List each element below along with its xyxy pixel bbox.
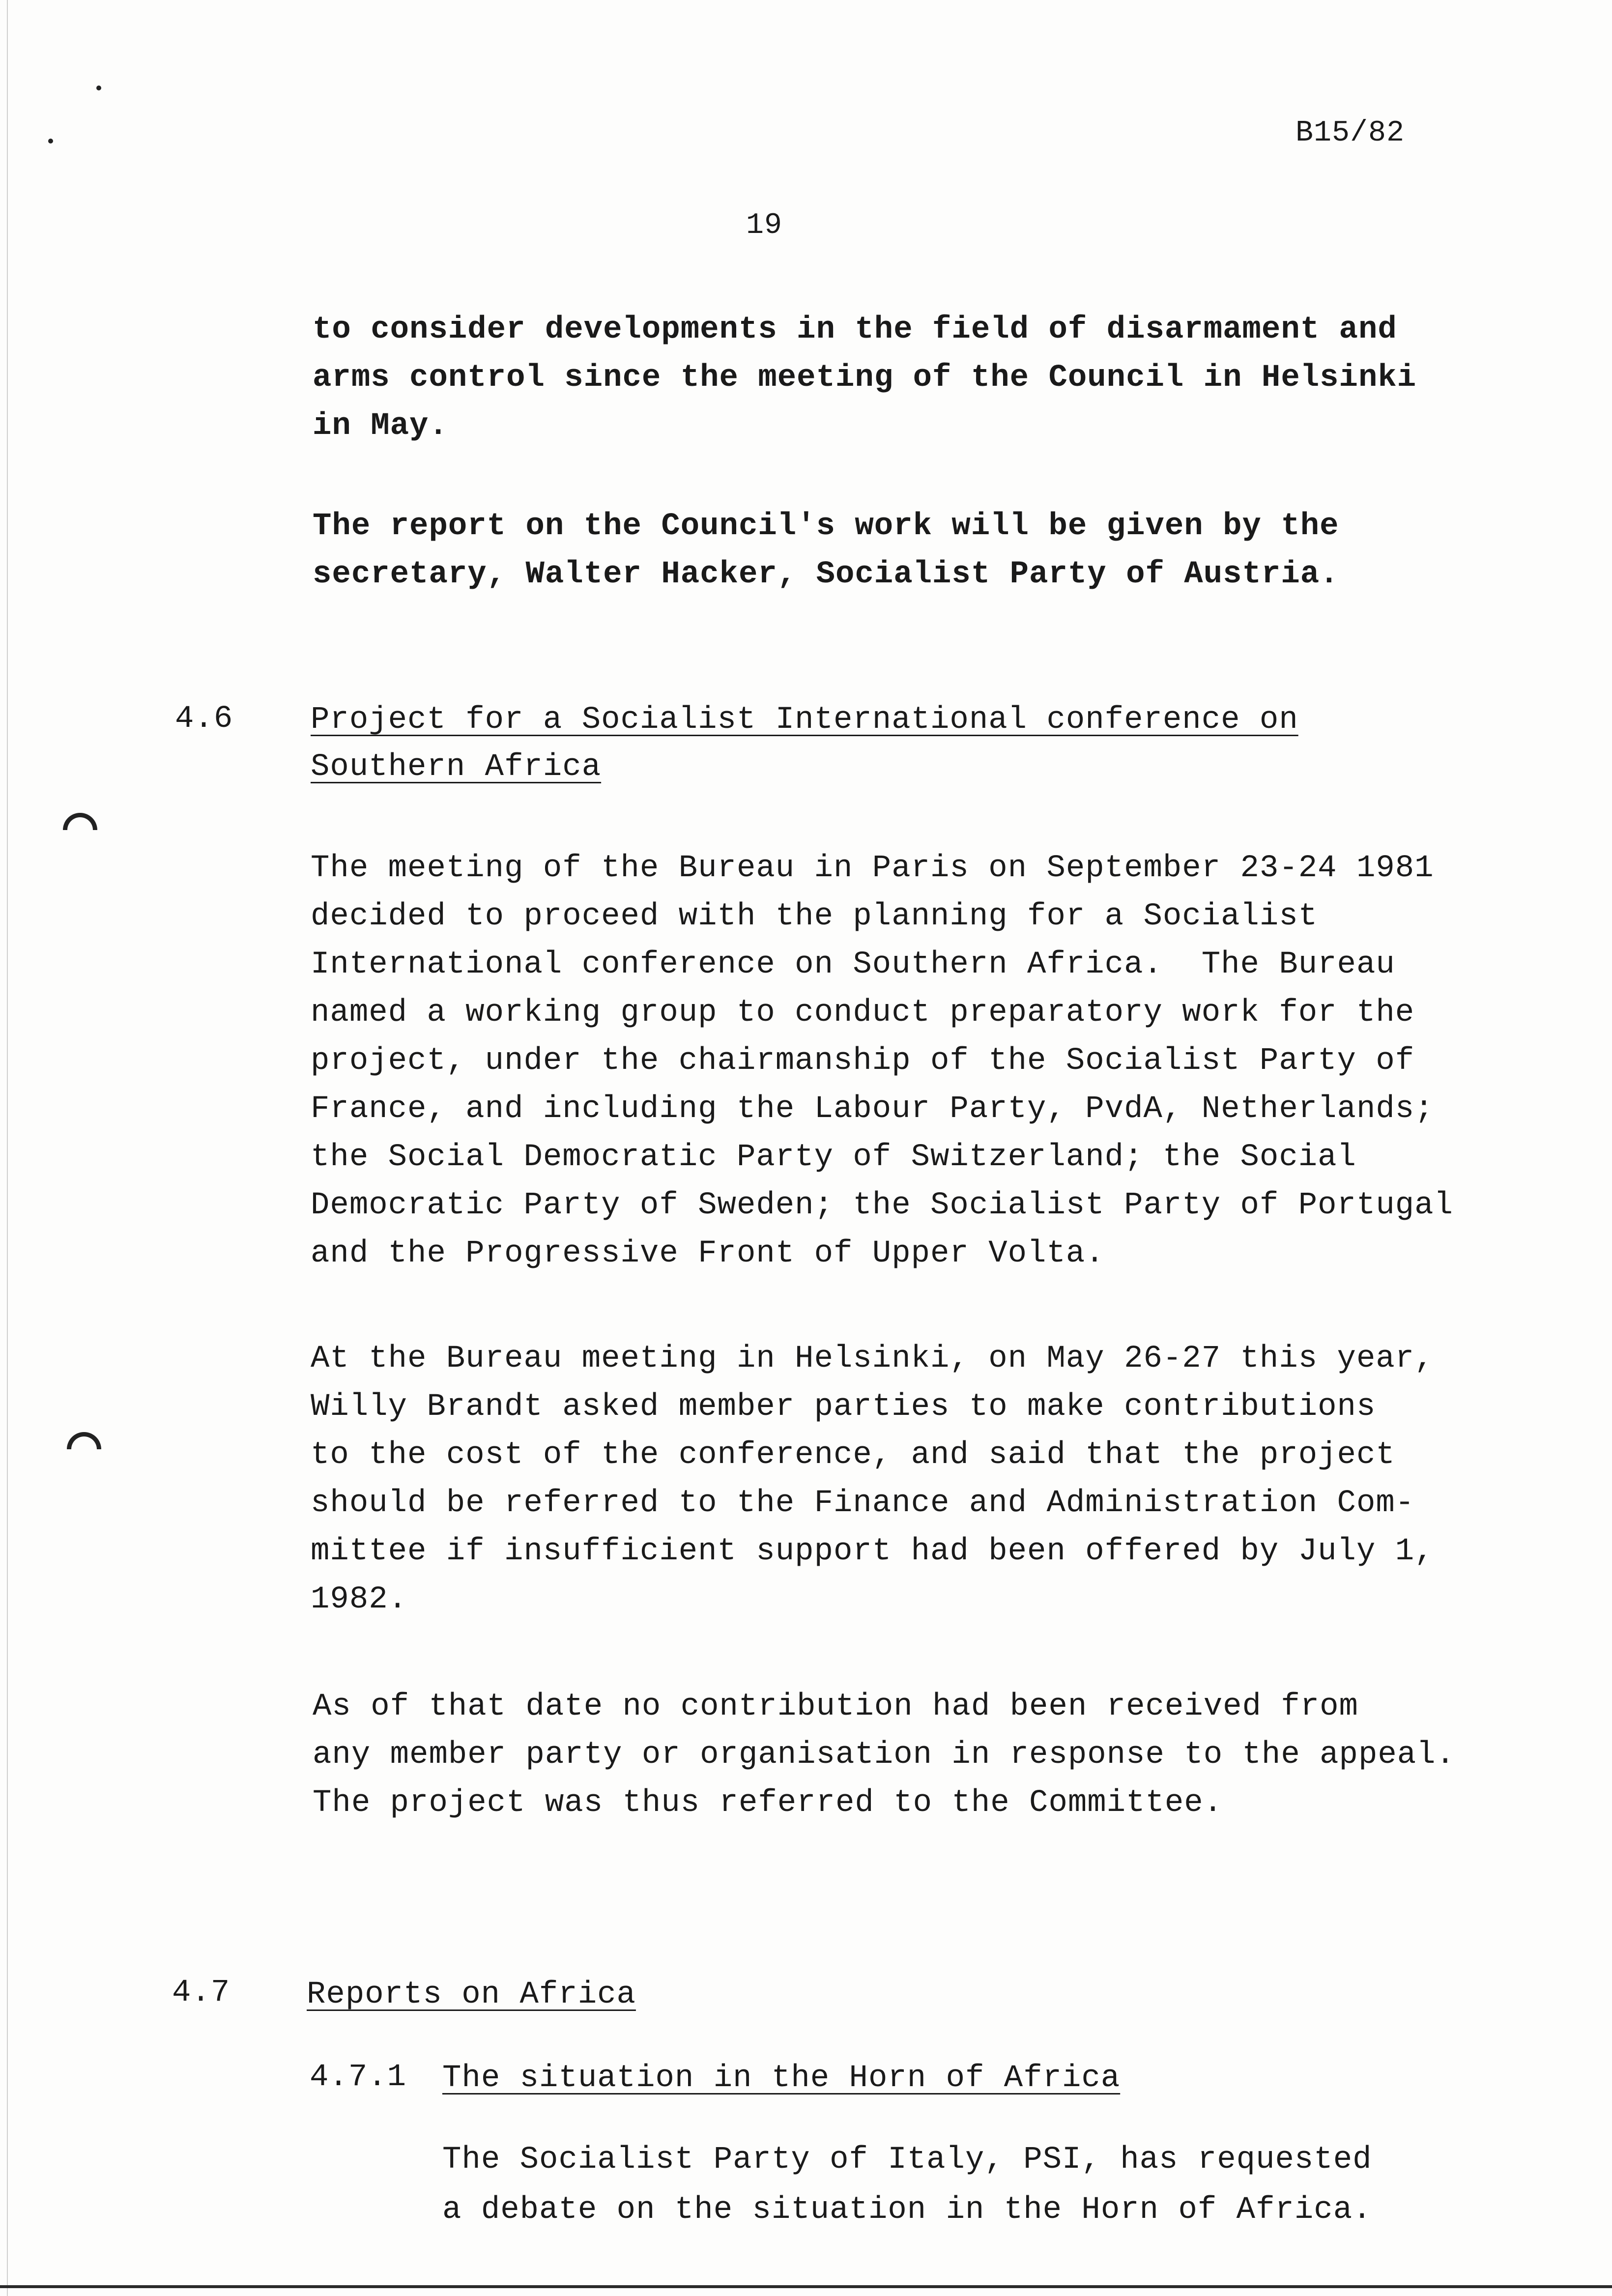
- document-reference: B15/82: [1295, 116, 1405, 150]
- page-number: 19: [746, 209, 783, 242]
- paragraph-line: decided to proceed with the planning for a Socialist: [311, 899, 1318, 934]
- paragraph-line: Democratic Party of Sweden; the Socialist Party of Portugal: [311, 1188, 1453, 1223]
- paragraph-line: and the Progressive Front of Upper Volta.: [311, 1236, 1105, 1271]
- paragraph-line: The Socialist Party of Italy, PSI, has requested: [442, 2142, 1372, 2178]
- paragraph-line: France, and including the Labour Party, PvdA, Netherlands;: [311, 1091, 1434, 1127]
- bottom-rule: [0, 2285, 1612, 2288]
- paragraph-line: At the Bureau meeting in Helsinki, on May 26-27 this year,: [311, 1341, 1434, 1377]
- paragraph-line: should be referred to the Finance and Administration Com-: [311, 1486, 1415, 1521]
- section-title: Project for a Socialist International conference on: [311, 702, 1298, 738]
- paragraph-line: to the cost of the conference, and said that the project: [311, 1437, 1395, 1473]
- report-line: The report on the Council's work will be given by the: [313, 509, 1339, 544]
- paragraph-line: named a working group to conduct preparatory work for the: [311, 995, 1415, 1031]
- paragraph-line: 1982.: [311, 1582, 408, 1617]
- paragraph-line: The project was thus referred to the Committee.: [313, 1785, 1223, 1821]
- paragraph-line: any member party or organisation in response to the appeal.: [313, 1737, 1455, 1773]
- section-number: 4.7: [172, 1975, 230, 2010]
- continuation-line: arms control since the meeting of the Council in Helsinki: [313, 360, 1417, 396]
- report-line: secretary, Walter Hacker, Socialist Party of Austria.: [313, 557, 1339, 592]
- section-title: Southern Africa: [311, 749, 602, 785]
- paragraph-line: a debate on the situation in the Horn of Africa.: [442, 2192, 1372, 2228]
- punch-hole-mark-icon: [63, 813, 97, 847]
- paragraph-line: Willy Brandt asked member parties to make contributions: [311, 1389, 1376, 1425]
- continuation-line: to consider developments in the field of disarmament and: [313, 312, 1397, 347]
- paragraph-line: the Social Democratic Party of Switzerland; the Social: [311, 1140, 1356, 1175]
- scan-edge-line: [7, 0, 8, 2296]
- paragraph-line: As of that date no contribution had been received from: [313, 1689, 1358, 1724]
- continuation-line: in May.: [313, 408, 448, 444]
- paragraph-line: project, under the chairmanship of the Socialist Party of: [311, 1043, 1415, 1079]
- scan-dot: [96, 86, 101, 90]
- section-title: Reports on Africa: [307, 1977, 636, 2012]
- punch-hole-mark-icon: [67, 1432, 101, 1466]
- scan-dot: [48, 139, 53, 144]
- paragraph-line: mittee if insufficient support had been offered by July 1,: [311, 1534, 1434, 1569]
- paragraph-line: The meeting of the Bureau in Paris on September 23-24 1981: [311, 851, 1434, 886]
- paragraph-line: International conference on Southern Africa. The Bureau: [311, 947, 1395, 982]
- section-number: 4.6: [175, 701, 233, 737]
- subsection-title: The situation in the Horn of Africa: [442, 2061, 1121, 2096]
- subsection-number: 4.7.1: [310, 2060, 407, 2095]
